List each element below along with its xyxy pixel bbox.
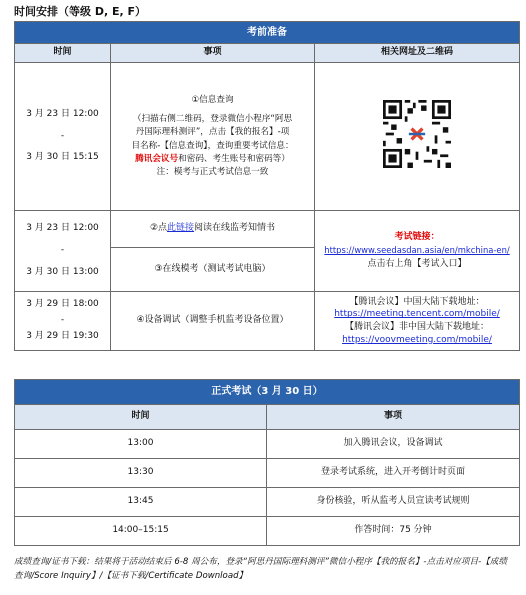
item-rest: 阅读在线监考知情书 bbox=[194, 223, 276, 234]
exam-link-url[interactable]: https://www.seedasdan.asia/en/mkchina-en/ bbox=[324, 245, 510, 256]
item-line: 目名称-【信息查询】，查询重要考试信息： bbox=[131, 140, 294, 151]
formal-row-item: 作答时间：75 分钟 bbox=[267, 517, 520, 546]
prep-header-links: 相关网址及二维码 bbox=[315, 44, 520, 63]
download-cn-label: 【腾讯会议】中国大陆下载地址： bbox=[349, 296, 485, 307]
formal-row-time: 14:00–15:15 bbox=[15, 517, 267, 546]
time-start: 3 月 23 日 12:00 bbox=[26, 108, 99, 119]
download-cn-url[interactable]: https://meeting.tencent.com/mobile/ bbox=[334, 309, 500, 320]
prep-row1-time bbox=[15, 63, 111, 211]
formal-row-time: 13:30 bbox=[15, 459, 267, 488]
download-intl-url[interactable]: https://voovmeeting.com/mobile/ bbox=[342, 334, 492, 345]
formal-row-item: 登录考试系统，进入开考倒计时页面 bbox=[267, 459, 520, 488]
item-title: ①信息查询 bbox=[191, 94, 234, 105]
page-title: 时间安排（等级 D, E, F） bbox=[14, 5, 147, 18]
formal-row-time: 13:00 bbox=[15, 430, 267, 459]
prep-row1-qr-cell bbox=[315, 63, 520, 211]
item-prefix: ②点 bbox=[149, 223, 168, 234]
time-start: 3 月 23 日 12:00 bbox=[26, 223, 99, 234]
time-dash: - bbox=[60, 245, 65, 256]
prep-header-time: 时间 bbox=[15, 44, 111, 63]
prep-header-item: 事项 bbox=[111, 44, 315, 63]
tencent-meeting-id-highlight: 腾讯会议号 bbox=[135, 153, 179, 164]
item-line: 丹国际理科测评”，点击【我的报名】-项 bbox=[135, 127, 290, 138]
prep-row3-time bbox=[15, 292, 111, 351]
formal-row-item: 加入腾讯会议，设备调试 bbox=[267, 430, 520, 459]
time-end: 3 月 30 日 15:15 bbox=[26, 152, 99, 163]
formal-section-title: 正式考试（3 月 30 日） bbox=[15, 380, 520, 405]
item-note: 注：模考与正式考试信息一致 bbox=[156, 167, 269, 178]
exam-link-hint: 点击右上角【考试入口】 bbox=[367, 258, 467, 269]
time-end: 3 月 30 日 13:00 bbox=[26, 266, 99, 277]
prep-row2-item-b: ③在线模考（测试考试电脑） bbox=[111, 248, 315, 292]
prep-table bbox=[14, 21, 520, 351]
footer-line: 查询/Score Inquiry】/【证书下载/Certificate Download】 bbox=[14, 570, 248, 581]
item-line: （扫描右侧二维码，登录微信小程序“阿思 bbox=[132, 113, 293, 124]
time-dash: - bbox=[60, 315, 65, 326]
prep-row3-item: ④设备调试（调整手机监考设备位置） bbox=[111, 292, 315, 351]
time-start: 3 月 29 日 18:00 bbox=[26, 299, 99, 310]
notice-link[interactable]: 此链接 bbox=[167, 223, 195, 234]
formal-header-item: 事项 bbox=[267, 405, 520, 430]
download-intl-label: 【腾讯会议】非中国大陆下载地址： bbox=[345, 322, 490, 332]
exam-link-label: 考试链接： bbox=[394, 231, 440, 242]
prep-row3-links bbox=[315, 292, 520, 351]
qr-code-icon[interactable] bbox=[383, 100, 451, 168]
prep-row2-links bbox=[315, 211, 520, 292]
time-end: 3 月 29 日 19:30 bbox=[26, 330, 99, 341]
prep-row2-item-a bbox=[111, 211, 315, 248]
formal-header-time: 时间 bbox=[15, 405, 267, 430]
prep-row1-item bbox=[111, 63, 315, 211]
footer-note bbox=[14, 556, 519, 584]
prep-section-title: 考前准备 bbox=[15, 22, 520, 44]
formal-row-item: 身份核验，听从监考人员宣读考试规则 bbox=[267, 488, 520, 517]
formal-row-time: 13:45 bbox=[15, 488, 267, 517]
prep-row2-time bbox=[15, 211, 111, 292]
footer-line: 成绩查询/证书下载：结果将于活动结束后 6-8 周公布，登录“阿思丹国际理科测评”微信小程序【我的报名】-点击对应项目-【成绩 bbox=[14, 557, 507, 567]
formal-table bbox=[14, 379, 520, 546]
time-dash: - bbox=[60, 130, 65, 141]
item-line: 和密码、考生账号和密码等） bbox=[178, 153, 290, 164]
